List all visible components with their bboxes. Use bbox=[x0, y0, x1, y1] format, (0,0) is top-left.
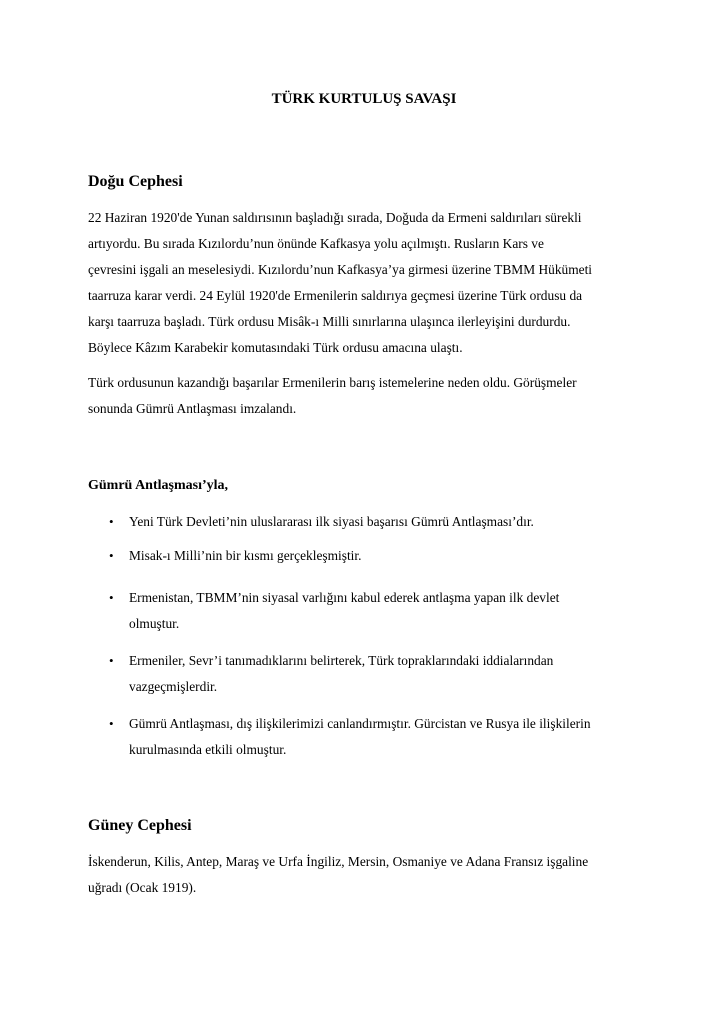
paragraph-dogu-2 bbox=[88, 370, 648, 422]
text-line: olmuştur. bbox=[129, 616, 180, 631]
text-line: uğradı (Ocak 1919). bbox=[88, 880, 197, 895]
text-line: çevresini işgali an meselesiydi. Kızılordu’nun Kafkasya’ya girmesi üzerine TBMM Hükümeti bbox=[88, 262, 593, 277]
list-item-text bbox=[129, 585, 559, 637]
paragraph-dogu-1 bbox=[88, 205, 648, 361]
text-line: sonunda Gümrü Antlaşması imzalandı. bbox=[88, 401, 297, 416]
text-line: taarruza karar verdi. 24 Eylül 1920'de Ermenilerin saldırıya geçmesi üzerine Türk ordusu da bbox=[88, 288, 583, 303]
section-heading-guney: Güney Cephesi bbox=[88, 817, 192, 834]
text-line: 22 Haziran 1920'de Yunan saldırısının başladığı sırada, Doğuda da Ermeni saldırıları sürekli bbox=[88, 210, 582, 225]
list-item-text bbox=[129, 648, 553, 700]
bullet-icon: • bbox=[109, 548, 114, 563]
bullet-icon: • bbox=[109, 716, 114, 731]
list-item-text bbox=[129, 509, 534, 535]
text-line: Yeni Türk Devleti’nin uluslararası ilk siyasi başarısı Gümrü Antlaşması’dır. bbox=[129, 514, 534, 529]
text-line: karşı taarruza başladı. Türk ordusu Misâk-ı Milli sınırlarına ulaşınca ilerleyişini durdurdu. bbox=[88, 314, 571, 329]
text-line: vazgeçmişlerdir. bbox=[129, 679, 218, 694]
text-line: Böylece Kâzım Karabekir komutasındaki Türk ordusu amacına ulaştı. bbox=[88, 340, 463, 355]
text-line: Türk ordusunun kazandığı başarılar Ermenilerin barış istemelerine neden oldu. Görüşmeler bbox=[88, 375, 577, 390]
bullet-icon: • bbox=[109, 514, 114, 529]
list-item-text bbox=[129, 543, 361, 569]
text-line: Ermenistan, TBMM’nin siyasal varlığını kabul ederek antlaşma yapan ilk devlet bbox=[129, 590, 560, 605]
document-title: TÜRK KURTULUŞ SAVAŞI bbox=[271, 91, 457, 107]
text-line: Misak-ı Milli’nin bir kısmı gerçekleşmiştir. bbox=[129, 548, 362, 563]
text-line: İskenderun, Kilis, Antep, Maraş ve Urfa İngiliz, Mersin, Osmaniye ve Adana Fransız işgaline bbox=[88, 854, 589, 869]
list-item-text bbox=[129, 711, 591, 763]
paragraph-guney-1 bbox=[88, 849, 648, 901]
section-heading-dogu: Doğu Cephesi bbox=[88, 173, 183, 190]
text-line: artıyordu. Bu sırada Kızılordu’nun önünde Kafkasya yolu açılmıştı. Rusların Kars ve bbox=[88, 236, 544, 251]
text-line: Gümrü Antlaşması, dış ilişkilerimizi canlandırmıştır. Gürcistan ve Rusya ile ilişkilerin bbox=[129, 716, 591, 731]
bullet-icon: • bbox=[109, 590, 114, 605]
bullet-icon: • bbox=[109, 653, 114, 668]
text-line: Ermeniler, Sevr’i tanımadıklarını belirterek, Türk topraklarındaki iddialarından bbox=[129, 653, 554, 668]
text-line: kurulmasında etkili olmuştur. bbox=[129, 742, 287, 757]
subheading-gumru: Gümrü Antlaşması’yla, bbox=[88, 478, 229, 493]
